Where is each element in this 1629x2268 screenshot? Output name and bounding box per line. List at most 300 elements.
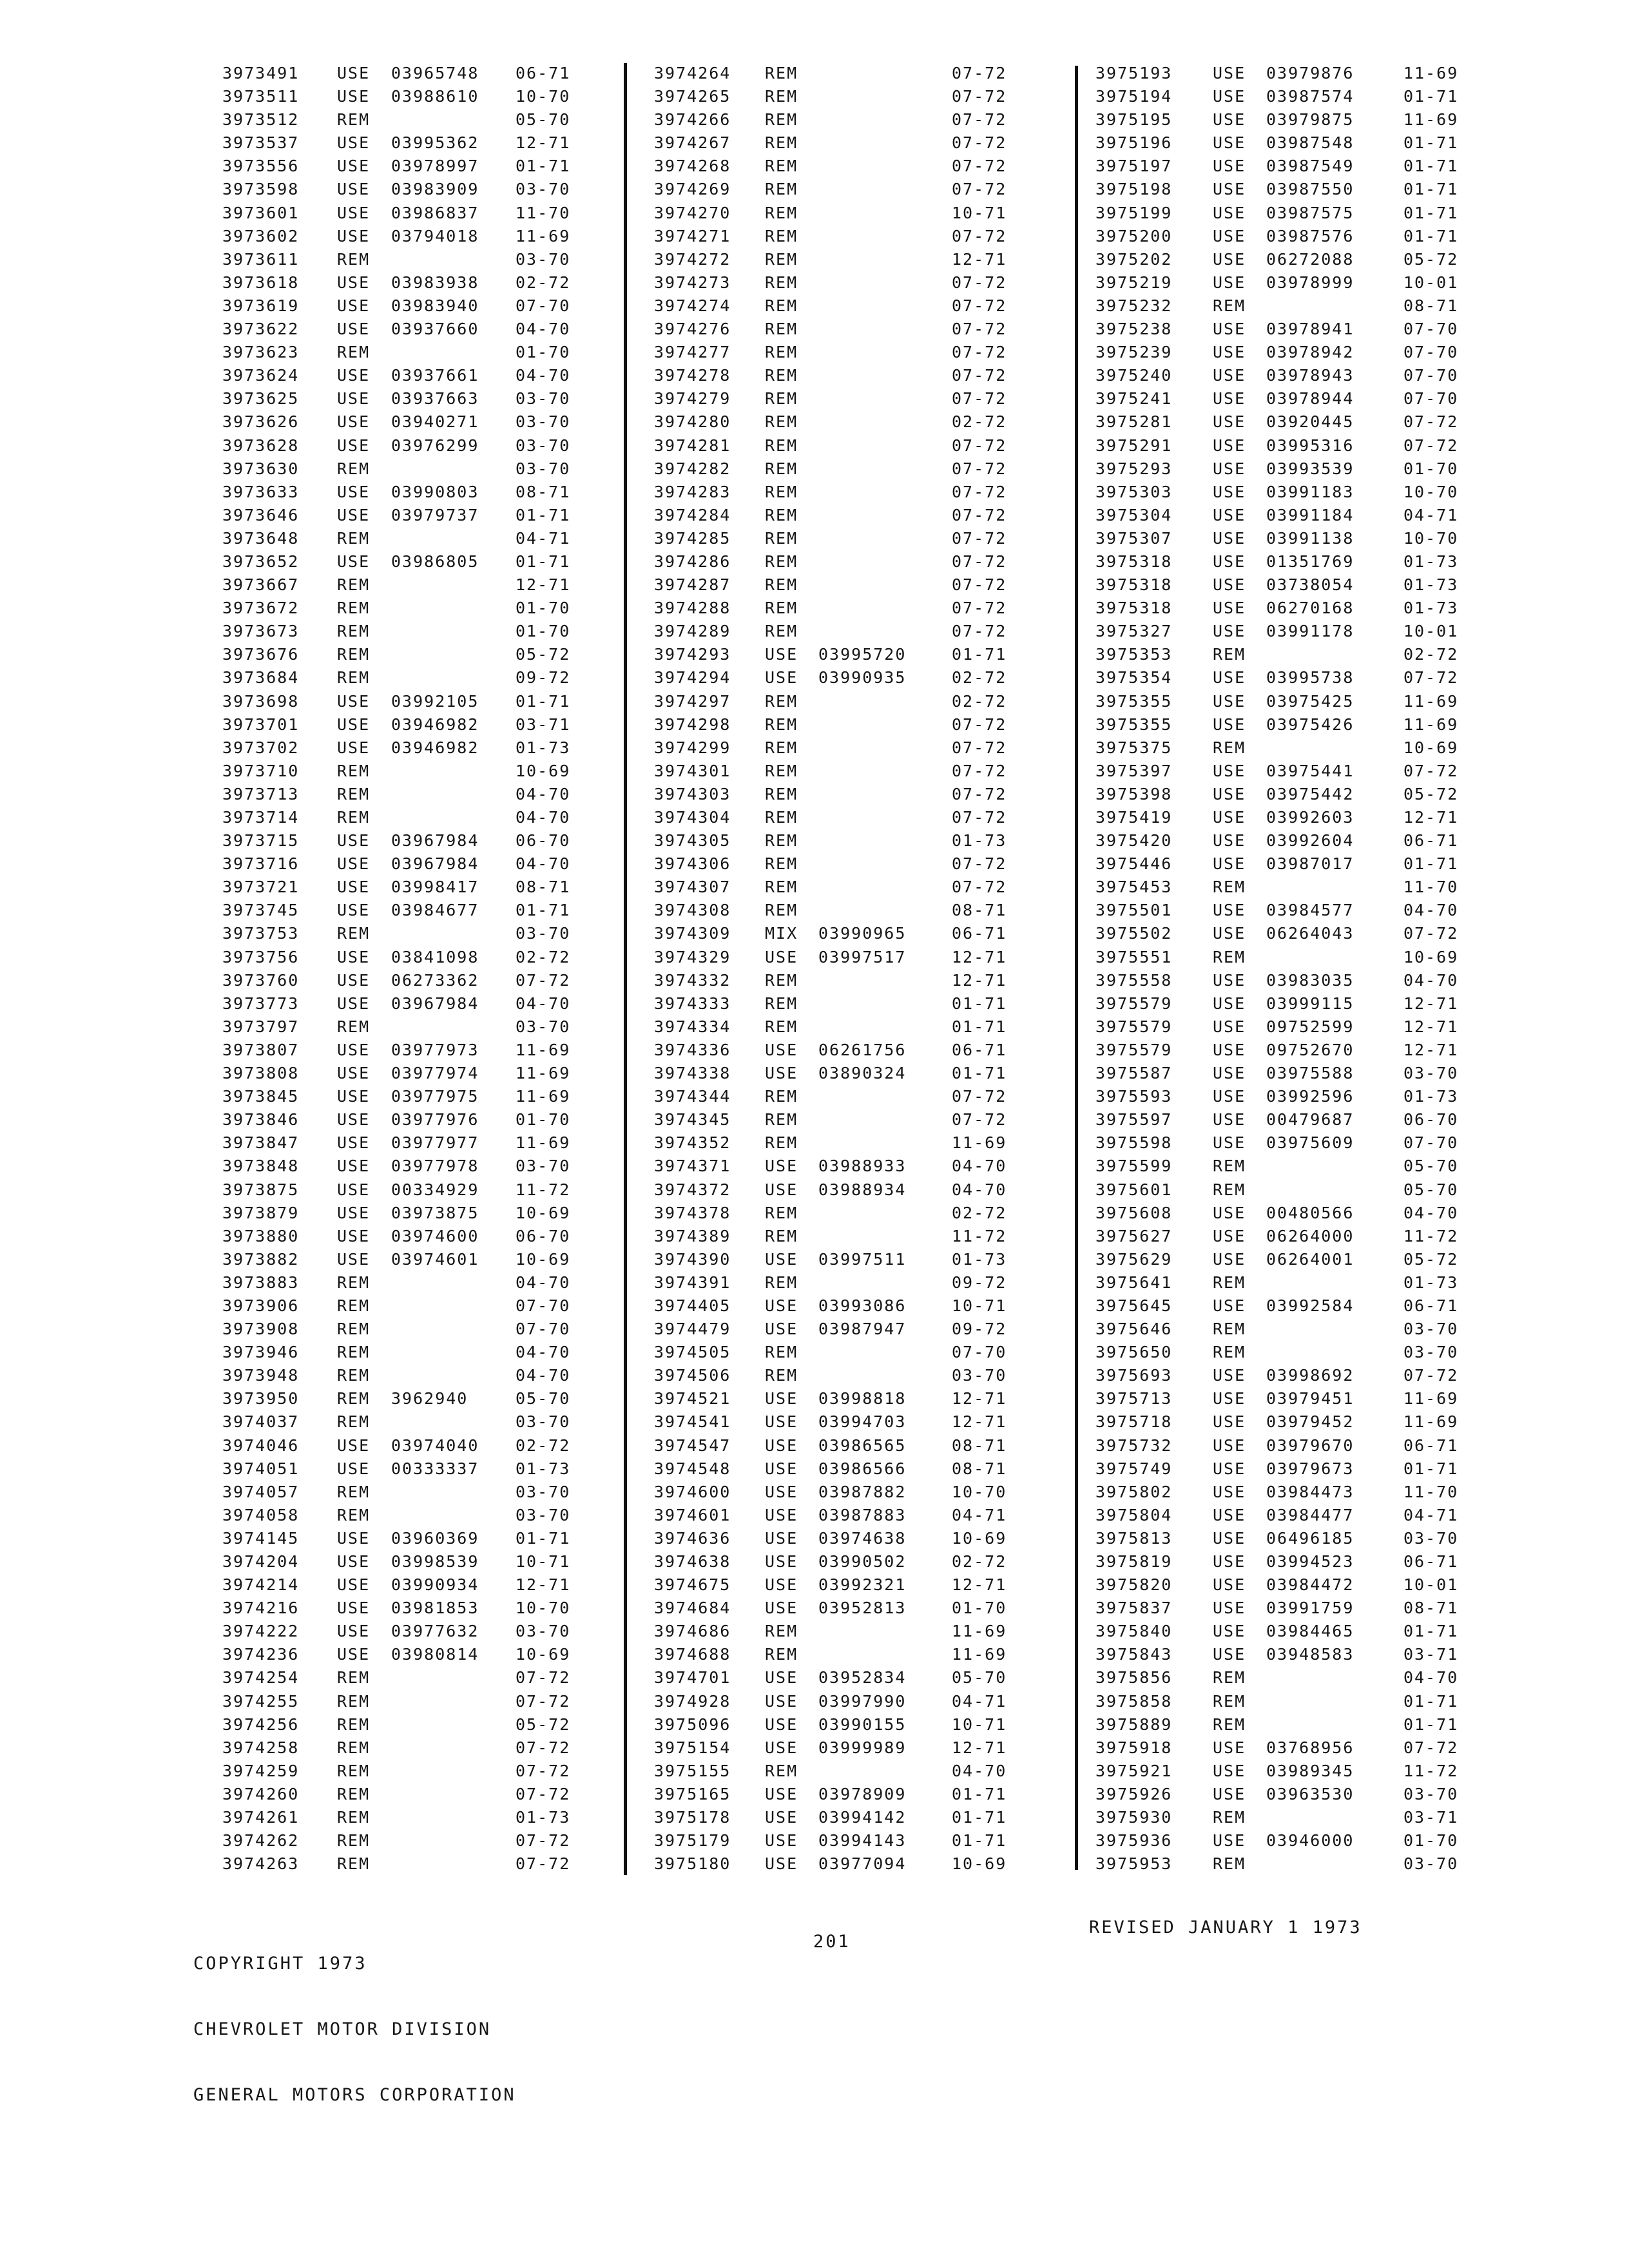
effective-date: 01-73 xyxy=(516,1459,571,1478)
action-code: REM xyxy=(765,273,798,292)
parts-row xyxy=(1095,1829,1482,1852)
parts-row xyxy=(222,1481,583,1504)
action-code: REM xyxy=(765,808,798,827)
parts-row xyxy=(222,1271,583,1294)
replacement-number: 06272088 xyxy=(1266,249,1354,269)
effective-date: 12-71 xyxy=(952,1738,1007,1757)
part-number: 3975820 xyxy=(1095,1575,1173,1595)
replacement-number: 03994142 xyxy=(818,1808,907,1827)
part-number: 3975650 xyxy=(1095,1343,1173,1362)
action-code: REM xyxy=(1213,1180,1246,1199)
part-number: 3974286 xyxy=(654,552,731,571)
parts-row xyxy=(1095,1015,1482,1039)
action-code: USE xyxy=(337,1064,371,1083)
effective-date: 11-69 xyxy=(516,1087,571,1106)
part-number: 3974284 xyxy=(654,505,731,524)
part-number: 3975558 xyxy=(1095,970,1173,990)
parts-row xyxy=(654,876,1021,899)
replacement-number: 03995738 xyxy=(1266,668,1354,687)
parts-row xyxy=(222,876,583,899)
effective-date: 06-71 xyxy=(952,1040,1007,1059)
replacement-number: 03986805 xyxy=(391,552,479,571)
effective-date: 07-72 xyxy=(952,808,1007,827)
replacement-number: 03974638 xyxy=(818,1528,907,1548)
action-code: REM xyxy=(765,203,798,222)
effective-date: 07-72 xyxy=(516,1854,571,1874)
parts-row xyxy=(222,1248,583,1271)
replacement-number: 03987549 xyxy=(1266,157,1354,176)
replacement-number: 03981853 xyxy=(391,1599,479,1618)
effective-date: 04-70 xyxy=(516,320,571,339)
effective-date: 01-71 xyxy=(1403,1691,1459,1711)
replacement-number: 03990934 xyxy=(391,1575,479,1595)
parts-row xyxy=(1095,1410,1482,1434)
part-number: 3975749 xyxy=(1095,1459,1173,1478)
action-code: REM xyxy=(337,1273,371,1292)
effective-date: 12-71 xyxy=(952,1389,1007,1408)
action-code: USE xyxy=(765,1482,798,1501)
parts-row xyxy=(1095,1271,1482,1294)
replacement-number: 03974040 xyxy=(391,1436,479,1455)
part-number: 3975238 xyxy=(1095,320,1173,339)
replacement-number: 03974601 xyxy=(391,1249,479,1269)
part-number: 3973713 xyxy=(222,784,300,803)
parts-row xyxy=(1095,85,1482,108)
part-number: 3974305 xyxy=(654,831,731,850)
effective-date: 03-70 xyxy=(516,924,571,943)
part-number: 3973556 xyxy=(222,157,300,176)
part-number: 3975629 xyxy=(1095,1249,1173,1269)
replacement-number: 03979876 xyxy=(1266,64,1354,82)
replacement-number: 03967984 xyxy=(391,854,479,874)
parts-row xyxy=(654,108,1021,131)
effective-date: 10-69 xyxy=(516,1645,571,1664)
parts-row xyxy=(222,178,583,201)
replacement-number: 03983938 xyxy=(391,273,479,292)
effective-date: 07-72 xyxy=(952,273,1007,292)
replacement-number: 03946982 xyxy=(391,715,479,734)
column-divider xyxy=(1075,66,1078,1870)
replacement-number: 03998539 xyxy=(391,1552,479,1571)
action-code: USE xyxy=(1213,366,1246,385)
parts-row xyxy=(654,806,1021,829)
action-code: REM xyxy=(765,343,798,362)
parts-row xyxy=(1095,852,1482,876)
part-number: 3974256 xyxy=(222,1715,300,1734)
parts-row xyxy=(654,457,1021,481)
parts-row xyxy=(654,1178,1021,1202)
replacement-number: 3962940 xyxy=(391,1389,468,1408)
replacement-number: 03987575 xyxy=(1266,203,1354,222)
effective-date: 01-71 xyxy=(952,645,1007,664)
parts-row xyxy=(1095,1806,1482,1829)
action-code: USE xyxy=(1213,1784,1246,1803)
parts-row xyxy=(654,1341,1021,1364)
effective-date: 01-70 xyxy=(952,1599,1007,1618)
part-number: 3975840 xyxy=(1095,1622,1173,1641)
parts-row xyxy=(1095,248,1482,271)
parts-row xyxy=(222,899,583,922)
part-number: 3973756 xyxy=(222,947,300,966)
effective-date: 02-72 xyxy=(952,1552,1007,1571)
part-number: 3975419 xyxy=(1095,808,1173,827)
part-number: 3974287 xyxy=(654,575,731,595)
parts-row xyxy=(1095,527,1482,550)
part-number: 3973512 xyxy=(222,110,300,130)
effective-date: 10-70 xyxy=(1403,528,1459,548)
part-number: 3974037 xyxy=(222,1412,300,1432)
replacement-number: 03987548 xyxy=(1266,133,1354,153)
action-code: USE xyxy=(1213,505,1246,524)
action-code: USE xyxy=(337,1459,371,1478)
action-code: REM xyxy=(1213,296,1246,315)
action-code: REM xyxy=(337,1738,371,1757)
effective-date: 01-70 xyxy=(516,622,571,641)
replacement-number: 03999115 xyxy=(1266,994,1354,1013)
part-number: 3973623 xyxy=(222,343,300,362)
action-code: USE xyxy=(1213,1622,1246,1641)
parts-row xyxy=(222,1504,583,1527)
replacement-number: 03990803 xyxy=(391,482,479,501)
part-number: 3975199 xyxy=(1095,203,1173,222)
action-code: USE xyxy=(765,1528,798,1548)
action-code: USE xyxy=(337,1110,371,1129)
effective-date: 12-71 xyxy=(952,970,1007,990)
parts-row xyxy=(222,1760,583,1783)
parts-row xyxy=(654,1666,1021,1689)
part-number: 3974309 xyxy=(654,924,731,943)
parts-row xyxy=(1095,271,1482,294)
action-code: REM xyxy=(1213,947,1246,966)
part-number: 3975240 xyxy=(1095,366,1173,385)
part-number: 3974283 xyxy=(654,482,731,501)
parts-row xyxy=(654,1690,1021,1713)
part-number: 3974541 xyxy=(654,1412,731,1432)
effective-date: 03-70 xyxy=(516,389,571,408)
part-number: 3975579 xyxy=(1095,1017,1173,1036)
action-code: USE xyxy=(765,1668,798,1687)
effective-date: 07-72 xyxy=(1403,412,1459,432)
parts-row xyxy=(654,1597,1021,1620)
effective-date: 07-72 xyxy=(952,133,1007,153)
part-number: 3974274 xyxy=(654,296,731,315)
part-number: 3974297 xyxy=(654,691,731,711)
parts-row xyxy=(1095,1852,1482,1876)
action-code: REM xyxy=(337,459,371,478)
part-number: 3973880 xyxy=(222,1226,300,1245)
effective-date: 10-70 xyxy=(952,1482,1007,1501)
replacement-number: 03977978 xyxy=(391,1157,479,1176)
part-number: 3974276 xyxy=(654,320,731,339)
effective-date: 03-70 xyxy=(516,459,571,478)
part-number: 3973698 xyxy=(222,691,300,711)
action-code: REM xyxy=(765,249,798,269)
action-code: REM xyxy=(337,1808,371,1827)
part-number: 3975375 xyxy=(1095,738,1173,757)
replacement-number: 03975441 xyxy=(1266,761,1354,780)
effective-date: 09-72 xyxy=(952,1273,1007,1292)
action-code: USE xyxy=(337,1180,371,1199)
parts-row xyxy=(654,736,1021,760)
action-code: REM xyxy=(765,436,798,455)
parts-row xyxy=(222,1829,583,1852)
parts-row xyxy=(654,387,1021,410)
parts-row xyxy=(222,131,583,155)
action-code: USE xyxy=(337,1552,371,1571)
parts-row xyxy=(654,666,1021,689)
parts-row xyxy=(654,85,1021,108)
effective-date: 04-70 xyxy=(516,1343,571,1362)
effective-date: 10-71 xyxy=(952,1296,1007,1315)
copyright-block xyxy=(193,1909,516,2128)
part-number: 3974303 xyxy=(654,784,731,803)
part-number: 3973618 xyxy=(222,273,300,292)
parts-row xyxy=(654,1294,1021,1318)
part-number: 3974675 xyxy=(654,1575,731,1595)
part-number: 3975843 xyxy=(1095,1645,1173,1664)
parts-row xyxy=(222,1387,583,1410)
parts-row xyxy=(654,1783,1021,1806)
replacement-number: 03984472 xyxy=(1266,1575,1354,1595)
action-code: REM xyxy=(337,1715,371,1734)
parts-row xyxy=(222,1318,583,1341)
effective-date: 06-70 xyxy=(1403,1110,1459,1129)
parts-row xyxy=(654,202,1021,225)
effective-date: 04-71 xyxy=(1403,1505,1459,1524)
effective-date: 01-71 xyxy=(1403,1459,1459,1478)
parts-row xyxy=(654,1387,1021,1410)
action-code: USE xyxy=(337,947,371,966)
effective-date: 07-72 xyxy=(516,1831,571,1850)
effective-date: 03-70 xyxy=(1403,1320,1459,1339)
part-number: 3974236 xyxy=(222,1645,300,1664)
replacement-number: 00333337 xyxy=(391,1459,479,1478)
parts-row xyxy=(1095,736,1482,760)
effective-date: 05-70 xyxy=(1403,1157,1459,1176)
parts-row xyxy=(654,248,1021,271)
action-code: USE xyxy=(1213,599,1246,618)
effective-date: 07-72 xyxy=(952,87,1007,106)
replacement-number: 03992604 xyxy=(1266,831,1354,850)
effective-date: 07-72 xyxy=(952,761,1007,780)
effective-date: 05-70 xyxy=(1403,1180,1459,1199)
part-number: 3973846 xyxy=(222,1110,300,1129)
effective-date: 10-69 xyxy=(516,1203,571,1222)
action-code: USE xyxy=(1213,203,1246,222)
action-code: USE xyxy=(765,1738,798,1757)
effective-date: 07-72 xyxy=(516,1738,571,1757)
part-number: 3974214 xyxy=(222,1575,300,1595)
replacement-number: 03937661 xyxy=(391,366,479,385)
replacement-number: 03978942 xyxy=(1266,343,1354,362)
action-code: USE xyxy=(337,1040,371,1059)
replacement-number: 03994143 xyxy=(818,1831,907,1850)
parts-row xyxy=(654,155,1021,178)
effective-date: 11-72 xyxy=(1403,1226,1459,1245)
action-code: REM xyxy=(765,180,798,199)
parts-row xyxy=(1095,922,1482,945)
action-code: USE xyxy=(1213,1761,1246,1780)
action-code: USE xyxy=(1213,1575,1246,1595)
parts-row xyxy=(1095,713,1482,736)
replacement-number: 03977094 xyxy=(818,1854,907,1874)
action-code: REM xyxy=(765,854,798,874)
parts-row xyxy=(222,666,583,689)
parts-row xyxy=(222,1434,583,1457)
parts-row xyxy=(1095,481,1482,504)
effective-date: 10-71 xyxy=(952,203,1007,222)
effective-date: 03-71 xyxy=(1403,1808,1459,1827)
part-number: 3974269 xyxy=(654,180,731,199)
effective-date: 04-70 xyxy=(516,1273,571,1292)
parts-column-1 xyxy=(222,62,583,1876)
parts-row xyxy=(222,1202,583,1225)
part-number: 3974405 xyxy=(654,1296,731,1315)
replacement-number: 03978997 xyxy=(391,157,479,176)
parts-row xyxy=(654,62,1021,85)
parts-row xyxy=(654,1225,1021,1248)
replacement-number: 03988934 xyxy=(818,1180,907,1199)
action-code: USE xyxy=(337,901,371,920)
replacement-number: 03841098 xyxy=(391,947,479,966)
effective-date: 07-70 xyxy=(1403,1133,1459,1153)
part-number: 3974506 xyxy=(654,1366,731,1385)
part-number: 3973760 xyxy=(222,970,300,990)
replacement-number: 03974600 xyxy=(391,1226,479,1245)
parts-row xyxy=(1095,504,1482,527)
action-code: REM xyxy=(765,1110,798,1129)
parts-row xyxy=(654,1457,1021,1481)
effective-date: 11-72 xyxy=(952,1226,1007,1245)
part-number: 3973702 xyxy=(222,738,300,757)
part-number: 3975713 xyxy=(1095,1389,1173,1408)
part-number: 3975627 xyxy=(1095,1226,1173,1245)
parts-row xyxy=(1095,1690,1482,1713)
effective-date: 10-69 xyxy=(516,1249,571,1269)
action-code: REM xyxy=(765,296,798,315)
effective-date: 07-72 xyxy=(516,1668,571,1687)
effective-date: 01-71 xyxy=(516,552,571,571)
parts-row xyxy=(222,852,583,876)
action-code: USE xyxy=(765,1436,798,1455)
parts-row xyxy=(1095,1573,1482,1597)
action-code: REM xyxy=(337,668,371,687)
action-code: USE xyxy=(337,482,371,501)
action-code: USE xyxy=(337,1575,371,1595)
action-code: USE xyxy=(1213,1505,1246,1524)
action-code: USE xyxy=(337,366,371,385)
action-code: USE xyxy=(1213,552,1246,571)
part-number: 3973667 xyxy=(222,575,300,595)
part-number: 3975293 xyxy=(1095,459,1173,478)
action-code: REM xyxy=(337,1389,371,1408)
action-code: USE xyxy=(1213,343,1246,362)
part-number: 3974289 xyxy=(654,622,731,641)
effective-date: 12-71 xyxy=(1403,1040,1459,1059)
action-code: REM xyxy=(337,1343,371,1362)
part-number: 3975180 xyxy=(654,1854,731,1874)
action-code: USE xyxy=(765,1157,798,1176)
effective-date: 06-71 xyxy=(952,924,1007,943)
part-number: 3973646 xyxy=(222,505,300,524)
part-number: 3973845 xyxy=(222,1087,300,1106)
part-number: 3974299 xyxy=(654,738,731,757)
replacement-number: 03995362 xyxy=(391,133,479,153)
part-number: 3975453 xyxy=(1095,878,1173,897)
parts-row xyxy=(1095,1108,1482,1131)
copyright-line: COPYRIGHT 1973 xyxy=(193,1954,367,1974)
replacement-number: 03987017 xyxy=(1266,854,1354,874)
part-number: 3973797 xyxy=(222,1017,300,1036)
effective-date: 10-71 xyxy=(516,1552,571,1571)
action-code: USE xyxy=(765,668,798,687)
action-code: USE xyxy=(1213,575,1246,595)
effective-date: 07-72 xyxy=(952,157,1007,176)
action-code: USE xyxy=(1213,715,1246,734)
replacement-number: 03937660 xyxy=(391,320,479,339)
part-number: 3975718 xyxy=(1095,1412,1173,1432)
replacement-number: 03983909 xyxy=(391,180,479,199)
part-number: 3975598 xyxy=(1095,1133,1173,1153)
part-number: 3975318 xyxy=(1095,552,1173,571)
parts-row xyxy=(1095,573,1482,597)
effective-date: 08-71 xyxy=(952,1436,1007,1455)
effective-date: 05-72 xyxy=(516,645,571,664)
action-code: REM xyxy=(1213,1715,1246,1734)
parts-row xyxy=(654,1434,1021,1457)
replacement-number: 03979670 xyxy=(1266,1436,1354,1455)
parts-row xyxy=(1095,806,1482,829)
part-number: 3974389 xyxy=(654,1226,731,1245)
parts-row xyxy=(654,318,1021,341)
parts-row xyxy=(222,108,583,131)
replacement-number: 03975442 xyxy=(1266,784,1354,803)
replacement-number: 03987576 xyxy=(1266,226,1354,245)
replacement-number: 03986837 xyxy=(391,203,479,222)
parts-row xyxy=(222,271,583,294)
parts-row xyxy=(1095,131,1482,155)
action-code: USE xyxy=(1213,1087,1246,1106)
replacement-number: 03979451 xyxy=(1266,1389,1354,1408)
part-number: 3974279 xyxy=(654,389,731,408)
replacement-number: 03940271 xyxy=(391,412,479,432)
action-code: USE xyxy=(1213,784,1246,803)
action-code: USE xyxy=(765,1831,798,1850)
part-number: 3975354 xyxy=(1095,668,1173,687)
part-number: 3974280 xyxy=(654,412,731,432)
part-number: 3975355 xyxy=(1095,691,1173,711)
replacement-number: 03979673 xyxy=(1266,1459,1354,1478)
part-number: 3975318 xyxy=(1095,575,1173,595)
part-number: 3973715 xyxy=(222,831,300,850)
parts-row xyxy=(222,318,583,341)
part-number: 3975802 xyxy=(1095,1482,1173,1501)
action-code: REM xyxy=(765,1017,798,1036)
parts-row xyxy=(654,829,1021,852)
action-code: USE xyxy=(337,296,371,315)
effective-date: 08-71 xyxy=(1403,296,1459,315)
part-number: 3975597 xyxy=(1095,1110,1173,1129)
action-code: USE xyxy=(337,180,371,199)
action-code: USE xyxy=(1213,901,1246,920)
part-number: 3975936 xyxy=(1095,1831,1173,1850)
action-code: USE xyxy=(765,1389,798,1408)
parts-row xyxy=(654,946,1021,969)
action-code: USE xyxy=(1213,528,1246,548)
parts-row xyxy=(654,1760,1021,1783)
effective-date: 11-70 xyxy=(1403,878,1459,897)
effective-date: 03-70 xyxy=(516,436,571,455)
